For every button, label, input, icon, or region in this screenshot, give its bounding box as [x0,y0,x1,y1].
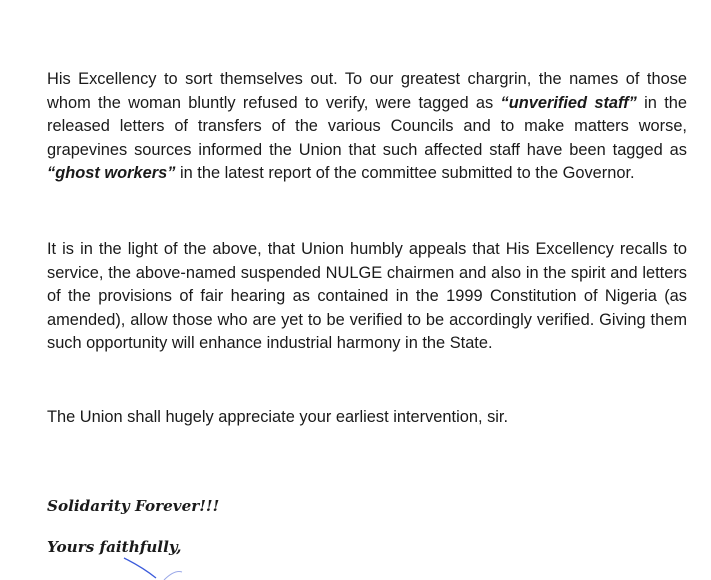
paragraph-ghost-workers [47,68,687,186]
solidarity-closing: Solidarity Forever!!! [47,497,220,515]
signature-stroke [120,556,210,580]
paragraph-1-text-a: His Excellency to sort themselves out. To our greatest chargrin, the names of those whom the woman bluntly refused to verify, were tagged as [47,70,687,112]
ghost-workers-emphasis: “ghost workers” [47,164,176,183]
paragraph-appreciation: The Union shall hugely appreciate your earliest intervention, sir. [47,408,509,426]
yours-faithfully-closing: Yours faithfully, [47,538,182,556]
paragraph-appeal: It is in the light of the above, that Union humbly appeals that His Excellency recalls to service, the above-named suspended NULGE chairmen and also in the spirit and letters of the provisions of fair hearing as contained in the 1999 Constitution of Nigeria (as amended), allow those who are yet to be verified to be accordingly verified. Giving them such opportunity will enhance industrial harmony in the State. [47,240,687,353]
unverified-staff-emphasis: “unverified staff” [500,93,637,112]
paragraph-1-text-c: in the latest report of the committee submitted to the Governor. [175,164,635,183]
paragraph-1-text-b: in the released letters of transfers of the various Councils and to make matters worse, grapevines sources informed the Union that such affected staff have been tagged as [47,93,687,159]
